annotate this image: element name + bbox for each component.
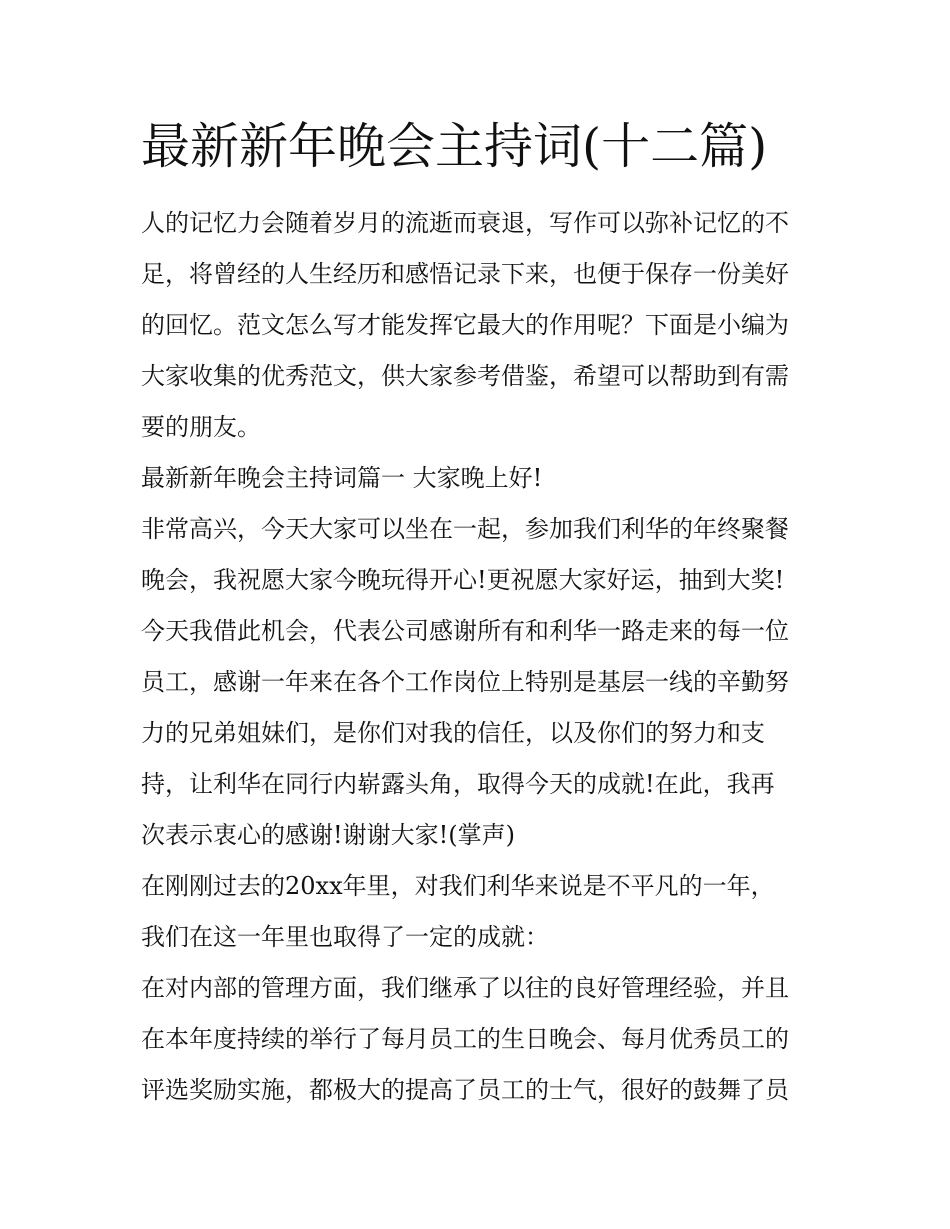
- text-line: 今天我借此机会，代表公司感谢所有和利华一路走来的每一位: [141, 617, 789, 645]
- text-line: 次表示衷心的感谢!谢谢大家!(掌声): [141, 821, 516, 849]
- text-line: 持，让利华在同行内崭露头角，取得今天的成就!在此，我再: [141, 770, 775, 798]
- text-line: 足，将曾经的人生经历和感悟记录下来，也便于保存一份美好: [141, 260, 789, 288]
- text-line: 员工，感谢一年来在各个工作岗位上特别是基层一线的辛勤努: [141, 668, 789, 696]
- text-line: 要的朋友。: [141, 413, 261, 441]
- text-line: 力的兄弟姐妹们，是你们对我的信任，以及你们的努力和支: [141, 719, 765, 747]
- text-line: 在刚刚过去的20xx年里，对我们利华来说是不平凡的一年，: [141, 872, 775, 900]
- text-line: 我们在这一年里也取得了一定的成就：: [141, 923, 549, 951]
- text-line: 在对内部的管理方面，我们继承了以往的良好管理经验，并且: [141, 974, 789, 1002]
- text-line: 人的记忆力会随着岁月的流逝而衰退，写作可以弥补记忆的不: [141, 209, 789, 237]
- document-body: [141, 198, 811, 1116]
- text-line: 晚会，我祝愿大家今晚玩得开心!更祝愿大家好运，抽到大奖!: [141, 566, 785, 594]
- document-title: 最新新年晚会主持词(十二篇): [141, 118, 768, 175]
- text-line: 评选奖励实施，都极大的提高了员工的士气，很好的鼓舞了员: [141, 1076, 789, 1104]
- section-heading-line: 最新新年晚会主持词篇一 大家晚上好!: [141, 464, 543, 492]
- text-line: 的回忆。范文怎么写才能发挥它最大的作用呢？下面是小编为: [141, 311, 789, 339]
- text-line: 大家收集的优秀范文，供大家参考借鉴，希望可以帮助到有需: [141, 362, 789, 390]
- text-line: 非常高兴，今天大家可以坐在一起，参加我们利华的年终聚餐: [141, 515, 789, 543]
- text-line: 在本年度持续的举行了每月员工的生日晚会、每月优秀员工的: [141, 1025, 789, 1053]
